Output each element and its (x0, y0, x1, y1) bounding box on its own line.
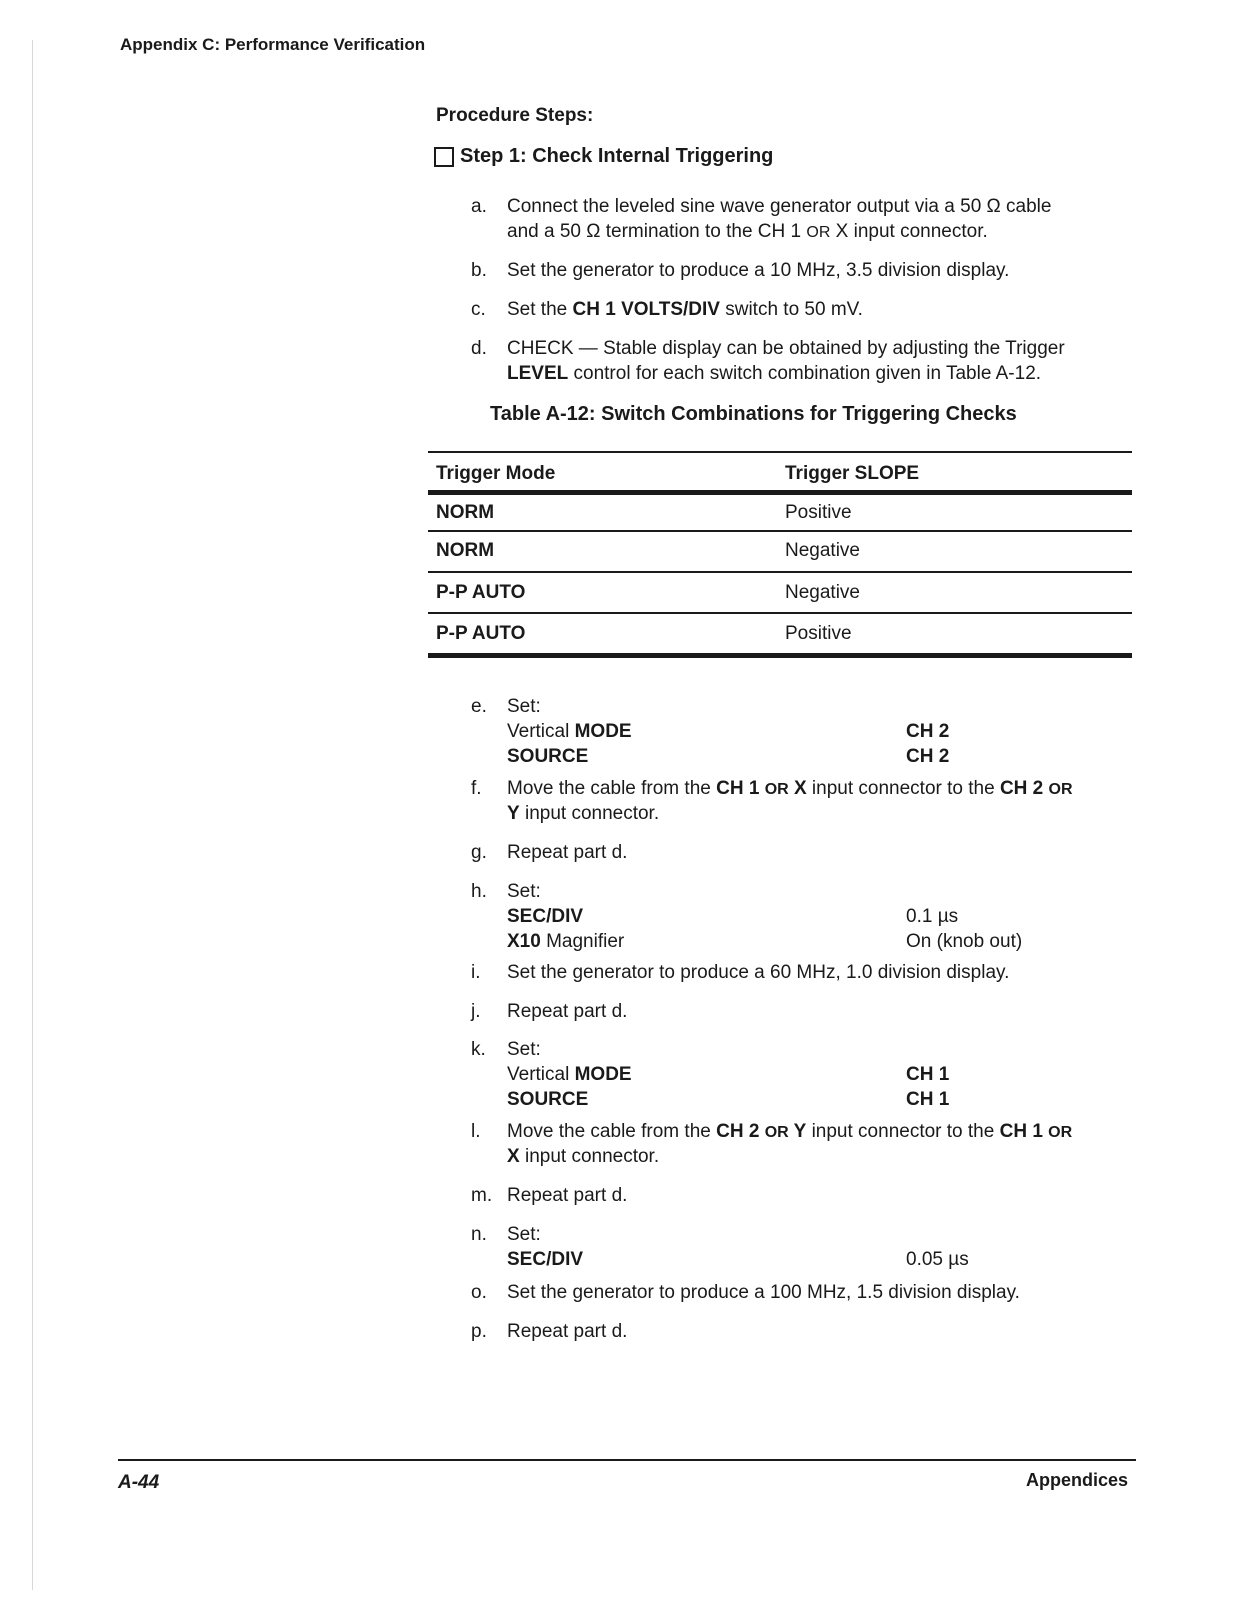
step-heading (434, 145, 773, 168)
footer-section: Appendices (1026, 1470, 1129, 1490)
running-header: Appendix C: Performance Verification (120, 35, 426, 54)
table-row-rule (428, 530, 1132, 532)
table-cell-slope: Positive (785, 502, 852, 523)
table-header-mode: Trigger Mode (436, 463, 556, 484)
item-label: h. (471, 881, 487, 902)
item-text: Connect the leveled sine wave generator output via a 50 Ω cable (507, 196, 1052, 217)
table-rule-bottom (428, 653, 1132, 658)
item-text-line2: and a 50 Ω termination to the CH 1 OR X input connector. (507, 221, 988, 242)
item-label: g. (471, 842, 487, 863)
table-cell-mode: NORM (436, 502, 495, 523)
table-rule-top (428, 451, 1132, 453)
item-text: CHECK — Stable display can be obtained by adjusting the Trigger (507, 338, 1065, 359)
setting-name: SOURCE (507, 746, 589, 767)
scan-margin-line (32, 40, 33, 1590)
setting-name: SOURCE (507, 1089, 589, 1110)
setting-value: 0.1 µs (906, 906, 959, 927)
item-label: m. (471, 1185, 493, 1206)
procedure-title: Procedure Steps: (436, 105, 594, 126)
item-text: Move the cable from the CH 2 OR Y input connector to the CH 1 OR (507, 1121, 1073, 1142)
item-label: a. (471, 196, 487, 217)
setting-value: CH 1 (906, 1064, 950, 1085)
item-label: i. (471, 962, 481, 983)
setting-name: Vertical MODE (507, 721, 632, 742)
item-label: f. (471, 778, 482, 799)
item-label: l. (471, 1121, 481, 1142)
item-label: d. (471, 338, 487, 359)
setting-value: On (knob out) (906, 931, 1023, 952)
set-label: Set: (507, 1224, 541, 1245)
item-label: j. (471, 1001, 481, 1022)
setting-value: CH 2 (906, 721, 950, 742)
item-text: Move the cable from the CH 1 OR X input connector to the CH 2 OR (507, 778, 1073, 799)
item-text: Repeat part d. (507, 1001, 628, 1022)
footer-rule (118, 1459, 1136, 1461)
item-text-line2: Y input connector. (507, 803, 660, 824)
item-label: b. (471, 260, 487, 281)
table-header-slope: Trigger SLOPE (785, 463, 920, 484)
item-label: k. (471, 1039, 486, 1060)
item-text: Set the CH 1 VOLTS/DIV switch to 50 mV. (507, 299, 863, 320)
item-label: e. (471, 696, 487, 717)
setting-name: SEC/DIV (507, 1249, 584, 1270)
item-label: o. (471, 1282, 487, 1303)
step-checkbox[interactable] (434, 147, 454, 167)
set-label: Set: (507, 1039, 541, 1060)
table-cell-mode: P-P AUTO (436, 623, 526, 644)
item-text: Set the generator to produce a 100 MHz, 1.5 division display. (507, 1282, 1020, 1303)
item-label: c. (471, 299, 486, 320)
set-label: Set: (507, 881, 541, 902)
set-label: Set: (507, 696, 541, 717)
item-text: Set the generator to produce a 60 MHz, 1.0 division display. (507, 962, 1010, 983)
item-text-line2: X input connector. (507, 1146, 660, 1167)
table-cell-slope: Negative (785, 582, 860, 603)
item-text-line2: LEVEL control for each switch combination given in Table A-12. (507, 363, 1042, 384)
table-cell-mode: NORM (436, 540, 495, 561)
setting-name: Vertical MODE (507, 1064, 632, 1085)
table-cell-slope: Positive (785, 623, 852, 644)
item-text: Repeat part d. (507, 1185, 628, 1206)
setting-value: CH 2 (906, 746, 950, 767)
setting-value: CH 1 (906, 1089, 950, 1110)
item-label: p. (471, 1321, 487, 1342)
table-rule-header (428, 490, 1132, 495)
item-text: Repeat part d. (507, 842, 628, 863)
setting-value: 0.05 µs (906, 1249, 969, 1270)
table-caption: Table A-12: Switch Combinations for Triggering Checks (490, 403, 1017, 425)
item-label: n. (471, 1224, 487, 1245)
table-cell-slope: Negative (785, 540, 860, 561)
item-text: Repeat part d. (507, 1321, 628, 1342)
item-text: Set the generator to produce a 10 MHz, 3.5 division display. (507, 260, 1010, 281)
setting-name: SEC/DIV (507, 906, 584, 927)
table-row-rule (428, 571, 1132, 573)
table-cell-mode: P-P AUTO (436, 582, 526, 603)
page-number: A-44 (118, 1472, 160, 1493)
table-row-rule (428, 612, 1132, 614)
setting-name: X10 Magnifier (507, 931, 625, 952)
step-title: Step 1: Check Internal Triggering (460, 145, 774, 167)
